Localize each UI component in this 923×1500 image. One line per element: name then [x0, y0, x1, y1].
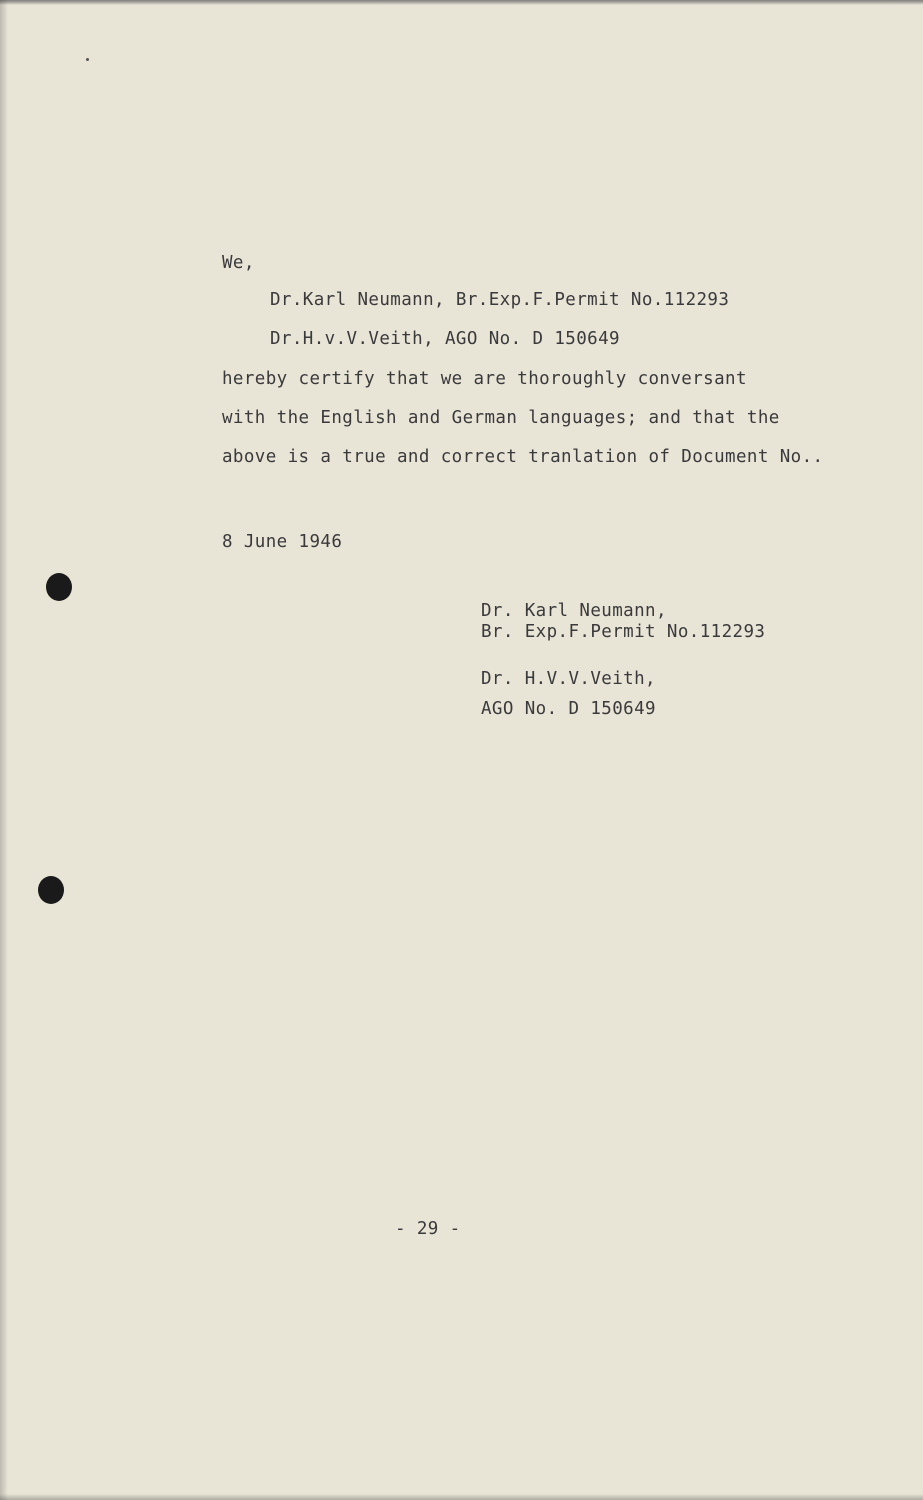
certification-line-1: hereby certify that we are thoroughly conversant	[222, 369, 747, 389]
translator-line-2: Dr.H.v.V.Veith, AGO No. D 150649	[270, 329, 620, 349]
page-top-edge	[0, 0, 923, 5]
salutation: We,	[222, 253, 255, 273]
punch-hole-upper	[46, 573, 72, 601]
punch-hole-lower	[38, 876, 64, 904]
ink-speck	[86, 58, 89, 61]
signatory-name-2: Dr. H.V.V.Veith,	[481, 669, 656, 689]
certification-line-2: with the English and German languages; and that the	[222, 408, 780, 428]
page-number: - 29 -	[395, 1219, 461, 1239]
document-date: 8 June 1946	[222, 532, 343, 552]
signatory-permit-1: Br. Exp.F.Permit No.112293	[481, 622, 766, 642]
page-bottom-edge	[0, 1494, 923, 1500]
signatory-permit-2: AGO No. D 150649	[481, 699, 656, 719]
translator-line-1: Dr.Karl Neumann, Br.Exp.F.Permit No.112293	[270, 290, 730, 310]
signatory-name-1: Dr. Karl Neumann,	[481, 601, 667, 621]
page-left-edge	[0, 0, 8, 1500]
certification-line-3: above is a true and correct tranlation of Document No..	[222, 447, 824, 467]
